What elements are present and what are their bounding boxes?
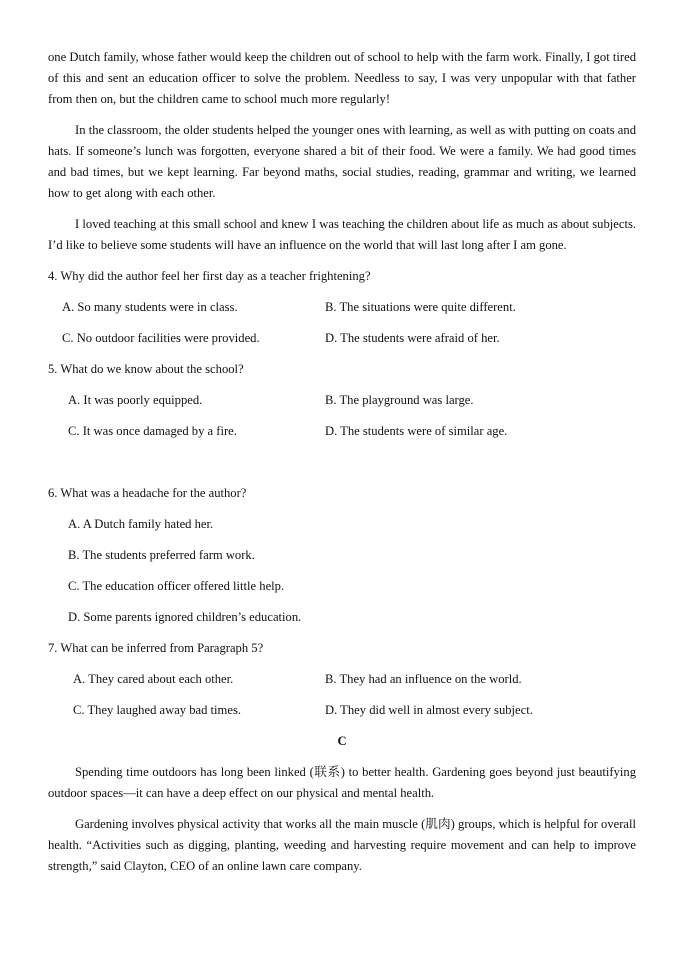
question-5-option-c: C. It was once damaged by a fire. <box>68 424 237 438</box>
question-5-options-row-1 <box>48 390 636 411</box>
question-6-option-d: D. Some parents ignored children’s education. <box>68 610 302 624</box>
question-4-option-a: A. So many students were in class. <box>62 300 238 314</box>
question-6-option-c: C. The education officer offered little help. <box>68 579 285 593</box>
passage-b-paragraph-1: one Dutch family, whose father would keep the children out of school to help with the farm work. Finally, I got tired of this and sent an education officer to solve the problem. Needless to say, I was very unpopular with that father from then on, but the children came to school much more regularly! <box>48 50 636 106</box>
question-6-option-b: B. The students preferred farm work. <box>68 548 255 562</box>
question-7-option-d: D. They did well in almost every subject. <box>325 703 533 717</box>
passage-b-paragraph-2: In the classroom, the older students helped the younger ones with learning, as well as with putting on coats and hats. If someone’s lunch was forgotten, everyone shared a bit of their food. We were a family. We had good times and bad times, but we kept learning. Far beyond maths, social studies, reading, grammar and writing, we learned how to get along with each other. <box>48 123 636 200</box>
question-7-option-b: B. They had an influence on the world. <box>325 672 522 686</box>
question-5-stem: 5. What do we know about the school? <box>48 362 244 376</box>
question-4-options-row-2 <box>48 328 636 349</box>
question-7-options-row-2 <box>48 700 636 721</box>
question-4-option-d: D. The students were afraid of her. <box>325 331 500 345</box>
question-5-options-row-2 <box>48 421 636 442</box>
question-4-option-c: C. No outdoor facilities were provided. <box>62 331 260 345</box>
question-4-options-row-1 <box>48 297 636 318</box>
question-7-option-c: C. They laughed away bad times. <box>73 703 241 717</box>
question-4-stem: 4. Why did the author feel her first day as a teacher frightening? <box>48 269 371 283</box>
passage-b-paragraph-3: I loved teaching at this small school and knew I was teaching the children about life as much as about subjects. I’d like to believe some students will have an influence on the world that will last long after I am gone. <box>48 217 636 252</box>
question-7-options-row-1 <box>48 669 636 690</box>
question-6-stem: 6. What was a headache for the author? <box>48 486 247 500</box>
question-5-option-d: D. The students were of similar age. <box>325 424 508 438</box>
question-7-option-a: A. They cared about each other. <box>73 672 234 686</box>
question-5-option-b: B. The playground was large. <box>325 393 474 407</box>
section-c-heading: C <box>337 734 347 748</box>
section-c-paragraph-1: Spending time outdoors has long been linked (联系) to better health. Gardening goes beyond just beautifying outdoor spaces—it can have a deep effect on our physical and mental health. <box>48 765 636 800</box>
section-c-paragraph-2: Gardening involves physical activity that works all the main muscle (肌肉) groups, which is helpful for overall health. “Activities such as digging, planting, weeding and harvesting require movement and can help to improve strength,” said Clayton, CEO of an online lawn care company. <box>48 817 636 873</box>
question-4-option-b: B. The situations were quite different. <box>325 300 516 314</box>
question-7-stem: 7. What can be inferred from Paragraph 5? <box>48 641 264 655</box>
question-6-option-a: A. A Dutch family hated her. <box>68 517 214 531</box>
blank-gap <box>48 442 636 473</box>
question-5-option-a: A. It was poorly equipped. <box>68 393 203 407</box>
document-page <box>48 47 636 887</box>
